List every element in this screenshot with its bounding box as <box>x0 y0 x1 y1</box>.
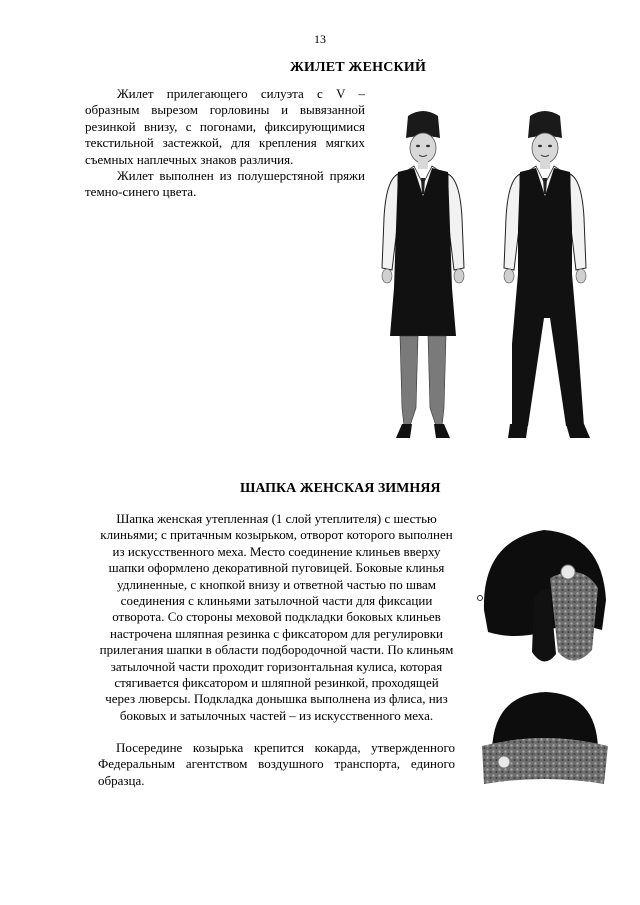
vest-skirt-figure <box>378 108 468 440</box>
winter-hat-front-image <box>474 690 614 790</box>
section-title-hat: ШАПКА ЖЕНСКАЯ ЗИМНЯЯ <box>240 481 441 496</box>
page-number: 13 <box>314 32 326 46</box>
vest-description <box>85 86 365 201</box>
vest-paragraph-2: Жилет выполнен из полушерстяной пряжи темно-синего цвета. <box>85 168 365 200</box>
section-title-vest: ЖИЛЕТ ЖЕНСКИЙ <box>290 60 427 75</box>
cockade-description <box>98 740 455 789</box>
vest-paragraph-1: Жилет прилегающего силуэта с V – образным вырезом горловины и вывязанной резинкой внизу, с погонами, фиксирующимися текстильной застежкой, для крепления мягких съемных наплечных знаков различия. <box>85 86 365 167</box>
hat-description <box>98 511 455 724</box>
winter-hat-side-image <box>474 520 614 680</box>
hat-paragraph-cockade: Посередине козырька крепится кокарда, утвержденного Федеральным агентством воздушного транспорта, единого образца. <box>98 740 455 788</box>
vest-trousers-figure <box>500 108 590 440</box>
hat-paragraph-main: Шапка женская утепленная (1 слой утеплителя) с шестью клиньями; с притачным козырьком, отворот которого выполнен из искусственного меха. Место соединение клиньев вверху шапки оформлено декоративной пуговицей. Боковые клинья удлиненные, с кнопкой внизу и ответной частью по швам соединения с клиньями затылочной части для фиксации отворота. Со стороны меховой подкладки боковых клиньев настрочена шляпная резинка с фиксатором для регулировки прилегания шапки в области подбородочной части. По клиньям затылочной части проходит горизонтальная кулиса, которая стягивается фиксатором и шляпной резинкой, проходящей через люверсы. Подкладка донышка выполнена из флиса, низ боковых и затылочных частей – из искусственного меха. <box>99 511 454 723</box>
